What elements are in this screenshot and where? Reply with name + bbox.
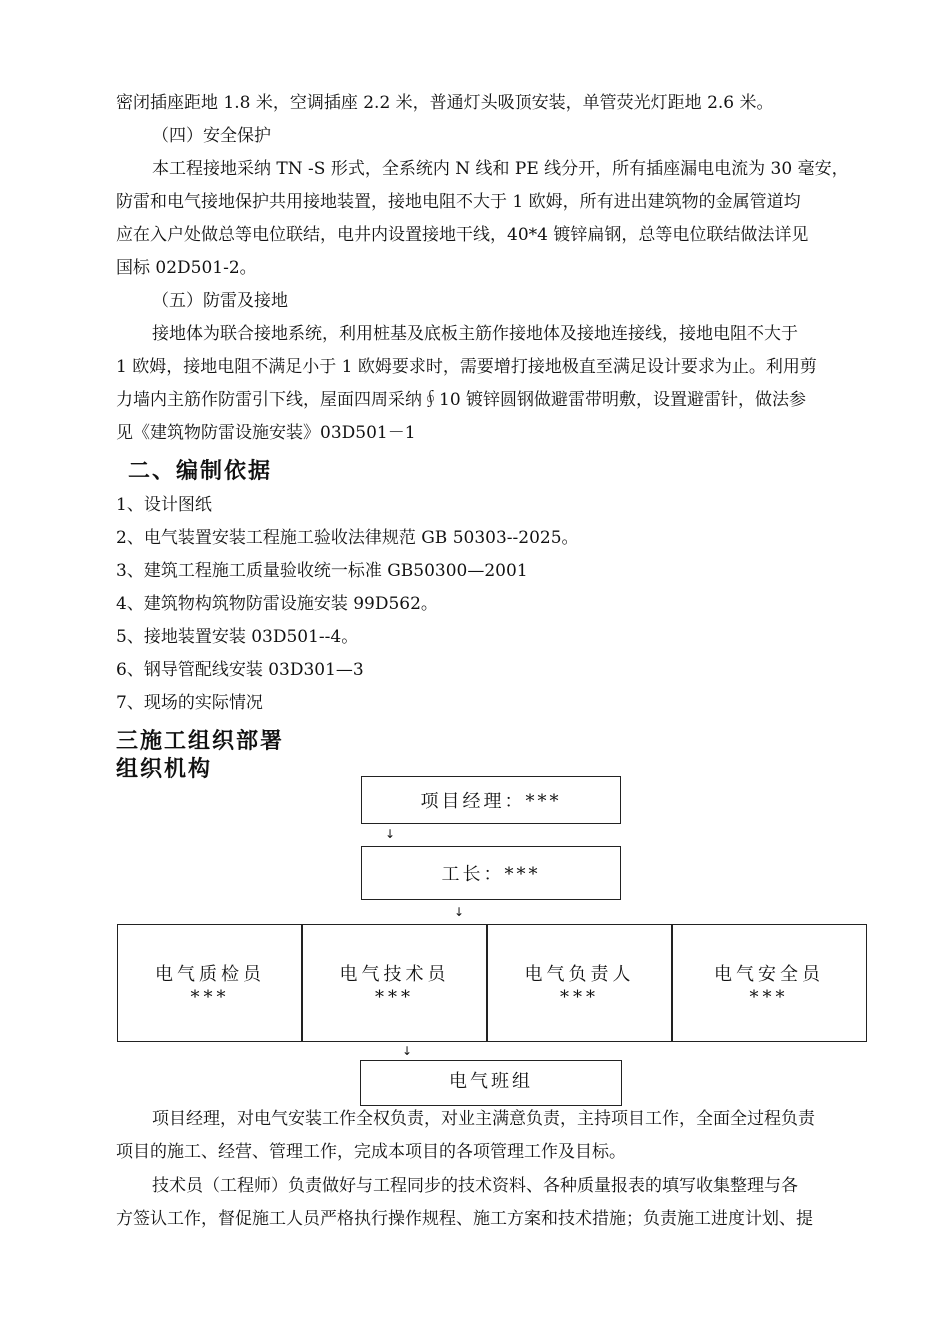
section-heading-organization: 三施工组织部署 (116, 729, 285, 754)
org-role-name: *** (749, 987, 789, 1008)
section-heading-basis: 二、编制依据 (128, 459, 273, 484)
paragraph-line: 应在入户处做总等电位联结，电井内设置接地干线，40*4 镀锌扁钢，总等电位联结做法详见 (116, 225, 809, 245)
paragraph-line: 本工程接地采纳 TN -S 形式，全系统内 N 线和 PE 线分开，所有插座漏电电流为 30 毫安， (152, 159, 849, 179)
paragraph-line: 项目的施工、经营、管理工作，完成本项目的各项管理工作及目标。 (116, 1142, 626, 1162)
org-role-name: *** (190, 987, 230, 1008)
list-item: 3、建筑工程施工质量验收统一标准 GB50300—2001 (116, 561, 528, 581)
org-box-manager (361, 776, 621, 824)
list-item: 2、电气装置安装工程施工验收法律规范 GB 50303--2025。 (116, 528, 579, 548)
org-team-label: 电气班组 (449, 1071, 533, 1092)
list-item: 1、设计图纸 (116, 495, 212, 515)
org-box-team (360, 1060, 622, 1106)
org-cell-technician (301, 924, 488, 1042)
org-role-title: 电气安全员 (714, 964, 824, 985)
paragraph-line: 1 欧姆，接地电阻不满足小于 1 欧姆要求时，需要增打接地极直至满足设计要求为止。利用剪 (116, 357, 817, 377)
org-manager-label: 项目经理：*** (420, 791, 562, 812)
paragraph-line: 密闭插座距地 1.8 米，空调插座 2.2 米，普通灯头吸顶安装，单管荧光灯距地 2.6 米。 (116, 93, 774, 113)
org-foreman-label: 工长：*** (441, 864, 541, 885)
paragraph-line: 技术员（工程师）负责做好与工程同步的技术资料、各种质量报表的填写收集整理与各 (152, 1176, 798, 1196)
org-box-foreman (361, 846, 621, 900)
subsection-heading-structure: 组织机构 (116, 757, 213, 782)
list-item: 7、现场的实际情况 (116, 693, 263, 713)
subsection-heading-safety: （四）安全保护 (152, 126, 271, 146)
org-cell-quality-inspector (117, 924, 303, 1042)
paragraph-line: 防雷和电气接地保护共用接地装置，接地电阻不大于 1 欧姆，所有进出建筑物的金属管道均 (116, 192, 801, 212)
arrow-down-icon: ↓ (454, 905, 465, 919)
org-role-title: 电气负责人 (524, 964, 635, 985)
org-role-name: *** (375, 987, 414, 1008)
org-role-name: *** (560, 987, 599, 1008)
paragraph-line: 国标 02D501-2。 (116, 258, 257, 278)
paragraph-line: 项目经理，对电气安装工作全权负责，对业主满意负责，主持项目工作，全面全过程负责 (152, 1109, 815, 1129)
org-role-title: 电气质检员 (155, 964, 265, 985)
org-cell-safety-officer (671, 924, 867, 1042)
subsection-heading-lightning: （五）防雷及接地 (152, 291, 288, 311)
org-cell-person-in-charge (486, 924, 673, 1042)
paragraph-line: 力墙内主筋作防雷引下线，屋面四周采纳∮10 镀锌圆钢做避雷带明敷，设置避雷针，做法参 (116, 390, 807, 410)
paragraph-line: 方签认工作，督促施工人员严格执行操作规程、施工方案和技术措施；负责施工进度计划、提 (116, 1209, 813, 1229)
paragraph-line: 见《建筑物防雷设施安装》03D501－1 (116, 423, 416, 443)
paragraph-line: 接地体为联合接地系统，利用桩基及底板主筋作接地体及接地连接线，接地电阻不大于 (152, 324, 798, 344)
list-item: 5、接地装置安装 03D501--4。 (116, 627, 359, 647)
org-role-title: 电气技术员 (339, 964, 450, 985)
arrow-down-icon: ↓ (385, 827, 396, 841)
list-item: 4、建筑物构筑物防雷设施安装 99D562。 (116, 594, 438, 614)
arrow-down-icon: ↓ (402, 1044, 413, 1058)
list-item: 6、钢导管配线安装 03D301—3 (116, 660, 364, 680)
